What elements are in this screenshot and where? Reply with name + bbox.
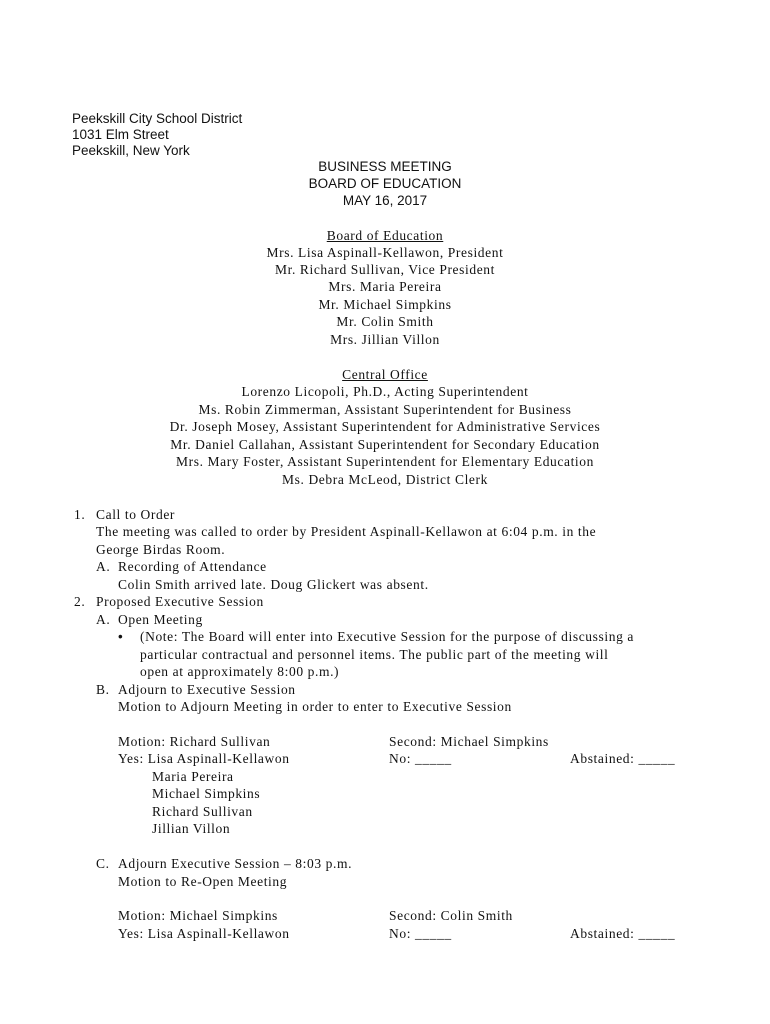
item-number: 1. bbox=[74, 507, 86, 522]
board-member: Mrs. Lisa Aspinall-Kellawon, President bbox=[266, 245, 504, 260]
central-office-member: Ms. Robin Zimmerman, Assistant Superintendent for Business bbox=[198, 402, 572, 417]
central-office-member: Ms. Debra McLeod, District Clerk bbox=[282, 472, 488, 487]
item-text: The meeting was called to order by President Aspinall-Kellawon at 6:04 p.m. in the bbox=[96, 524, 597, 539]
yes-voter: Maria Pereira bbox=[152, 769, 234, 784]
subitem-label: C. bbox=[96, 856, 110, 871]
note-text: (Note: The Board will enter into Executive Session for the purpose of discussing a bbox=[140, 629, 634, 644]
central-office-member: Mrs. Mary Foster, Assistant Superintendent for Elementary Education bbox=[176, 454, 594, 469]
second-by: Second: Michael Simpkins bbox=[389, 734, 549, 749]
yes-voter: Richard Sullivan bbox=[152, 804, 253, 819]
subitem-label: A. bbox=[96, 559, 111, 574]
item-number: 2. bbox=[74, 594, 86, 609]
note-text: particular contractual and personnel items. The public part of the meeting will bbox=[140, 647, 609, 662]
motion-by: Motion: Richard Sullivan bbox=[118, 734, 271, 749]
board-member: Mr. Richard Sullivan, Vice President bbox=[274, 262, 495, 277]
second-by: Second: Colin Smith bbox=[389, 908, 513, 923]
abstained-votes: Abstained: _____ bbox=[570, 751, 676, 766]
board-member: Mr. Colin Smith bbox=[336, 314, 434, 329]
subitem-title: Adjourn Executive Session – 8:03 p.m. bbox=[118, 856, 353, 871]
central-office-member: Mr. Daniel Callahan, Assistant Superintendent for Secondary Education bbox=[170, 437, 600, 452]
board-member: Mr. Michael Simpkins bbox=[318, 297, 452, 312]
subitem-title: Recording of Attendance bbox=[118, 559, 267, 574]
meeting-type: BUSINESS MEETING bbox=[318, 159, 452, 174]
yes-votes: Yes: Lisa Aspinall-Kellawon bbox=[118, 926, 290, 941]
central-office-heading: Central Office bbox=[342, 367, 428, 382]
subitem-title: Adjourn to Executive Session bbox=[118, 682, 296, 697]
no-votes: No: _____ bbox=[389, 926, 452, 941]
subitem-title: Open Meeting bbox=[118, 612, 203, 627]
yes-voter: Jillian Villon bbox=[152, 821, 231, 836]
yes-votes: Yes: Lisa Aspinall-Kellawon bbox=[118, 751, 290, 766]
item-title: Call to Order bbox=[96, 507, 176, 522]
yes-voter: Michael Simpkins bbox=[152, 786, 261, 801]
motion-description: Motion to Re-Open Meeting bbox=[118, 874, 288, 889]
note-text: open at approximately 8:00 p.m.) bbox=[140, 664, 340, 679]
district-city: Peekskill, New York bbox=[72, 143, 190, 158]
board-member: Mrs. Maria Pereira bbox=[328, 279, 442, 294]
board-member: Mrs. Jillian Villon bbox=[330, 332, 440, 347]
motion-by: Motion: Michael Simpkins bbox=[118, 908, 278, 923]
item-title: Proposed Executive Session bbox=[96, 594, 264, 609]
item-text: George Birdas Room. bbox=[96, 542, 226, 557]
subitem-label: B. bbox=[96, 682, 110, 697]
central-office-member: Dr. Joseph Mosey, Assistant Superintendent for Administrative Services bbox=[169, 419, 601, 434]
no-votes: No: _____ bbox=[389, 751, 452, 766]
abstained-votes: Abstained: _____ bbox=[570, 926, 676, 941]
district-name: Peekskill City School District bbox=[72, 111, 243, 126]
board-title: BOARD OF EDUCATION bbox=[308, 176, 462, 191]
attendance-text: Colin Smith arrived late. Doug Glickert was absent. bbox=[118, 577, 429, 592]
subitem-label: A. bbox=[96, 612, 111, 627]
bullet-icon: • bbox=[118, 629, 123, 644]
meeting-date: MAY 16, 2017 bbox=[342, 193, 428, 208]
district-street: 1031 Elm Street bbox=[72, 127, 169, 142]
central-office-member: Lorenzo Licopoli, Ph.D., Acting Superintendent bbox=[241, 384, 529, 399]
motion-description: Motion to Adjourn Meeting in order to enter to Executive Session bbox=[118, 699, 512, 714]
board-heading: Board of Education bbox=[326, 228, 444, 243]
